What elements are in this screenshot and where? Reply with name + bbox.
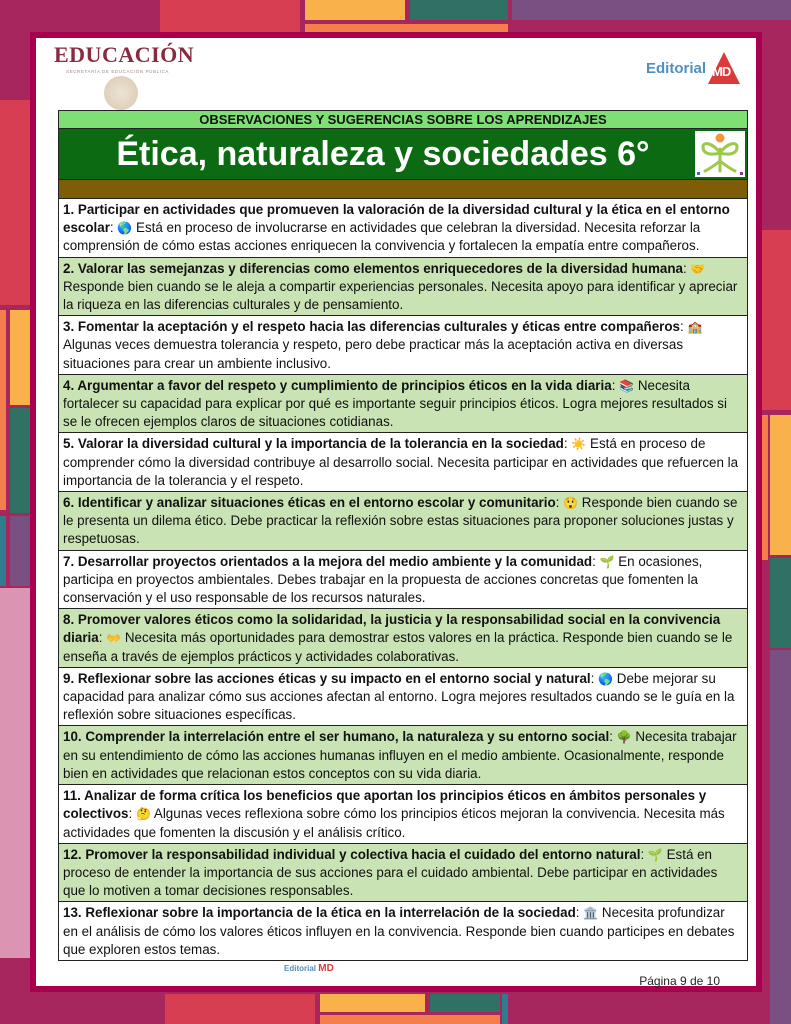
learning-goal-label: 9. Reflexionar sobre las acciones éticas y su impacto en el entorno social y natural	[63, 670, 591, 686]
emoji-icon: 🌎	[117, 221, 133, 236]
emoji-icon: 🌱	[647, 847, 663, 862]
observation-row: 7. Desarrollar proyectos orientados a la mejora del medio ambiente y la comunidad: 🌱 En ocasiones, participa en proyectos ambientales. Debes trabajar en la propuesta de acciones concretas que fomenten la conservación y el uso responsable de los recursos naturales.	[59, 551, 747, 610]
background-color-block	[770, 415, 791, 555]
observation-text: Responde bien cuando se le aleja a compartir experiencias personales. Necesita apoyo para identificar y apreciar la riqueza en las diferencias culturales y de pensamiento.	[63, 278, 738, 313]
background-color-block	[305, 0, 405, 20]
emoji-icon: ☀️	[571, 437, 587, 452]
observation-text: Está en proceso de involucrarse en actividades que celebran la diversidad. Necesita reforzar la comprensión de cómo estas acciones enriquecen la convivencia y fortalecen la empatía entre compañeros.	[63, 220, 701, 254]
learning-goal-label: 12. Promover la responsabilidad individual y colectiva hacia el cuidado del entorno natural	[63, 846, 641, 862]
emoji-icon: 🌎	[598, 671, 614, 686]
observation-row: 4. Argumentar a favor del respeto y cumplimiento de principios éticos en la vida diaria: 📚 Necesita fortalecer su capacidad para explicar por qué es importante seguir principios éticos. Logra mejores resultados si se le ofrecen ejemplos claros de situaciones cotidianas.	[59, 375, 747, 434]
background-color-block	[0, 0, 155, 32]
background-color-block	[0, 516, 6, 586]
background-color-block	[430, 994, 500, 1012]
background-color-block	[320, 994, 425, 1012]
md-triangle-icon: MD	[318, 963, 334, 974]
learning-goal-label: 11. Analizar de forma crítica los beneficios que aportan los principios éticos en ámbitos personales y colectivos	[63, 788, 707, 822]
emoji-icon: 😲	[563, 496, 579, 511]
observation-row: 3. Fomentar la aceptación y el respeto hacia las diferencias culturales y éticas entre compañeros: 🏫 Algunas veces demuestra tolerancia y respeto, pero debe practicar más la aceptación activa en diversas situaciones para crear un ambiente inclusivo.	[59, 316, 747, 375]
document-page	[30, 32, 762, 992]
observation-text: Necesita más oportunidades para demostrar estos valores en la práctica. Responde bien cuando se le enseña a través de ejemplos prácticos y actividades colaborativas.	[63, 630, 733, 664]
background-color-block	[10, 408, 30, 513]
background-color-block	[165, 994, 315, 1024]
learning-goal-label: 8. Promover valores éticos como la solidaridad, la justicia y la responsabilidad social en la convivencia diaria	[63, 612, 721, 646]
learning-goal-label: 13. Reflexionar sobre la importancia de la ética en la interrelación de la sociedad	[63, 905, 576, 921]
observation-text: Necesita profundizar en el análisis de cómo los valores éticos influyen en la convivencia. Responde bien cuando participes en debates que exploren estos temas.	[63, 905, 735, 957]
learning-goal-label: 4. Argumentar a favor del respeto y cumplimiento de principios éticos en la vida diaria	[63, 377, 612, 393]
emoji-icon: 🏫	[687, 320, 703, 335]
learning-goal-label: 6. Identificar y analizar situaciones éticas en el entorno escolar y comunitario	[63, 495, 556, 511]
observation-row: 8. Promover valores éticos como la solidaridad, la justicia y la responsabilidad social en la convivencia diaria: 👐 Necesita más oportunidades para demostrar estos valores en la práctica. Responde bien cuando se le enseña a través de ejemplos prácticos y actividades colaborativas.	[59, 609, 747, 668]
background-color-block	[0, 588, 30, 958]
plant-person-icon	[695, 131, 745, 177]
observation-text: Responde bien cuando se le presenta un dilema ético. Debe practicar la reflexión sobre estas situaciones para proponer soluciones justas y respetuosas.	[63, 495, 738, 547]
observation-text: Algunas veces reflexiona sobre cómo los principios éticos mejoran la convivencia. Necesita más actividades que fomenten la discusión y el análisis crítico.	[63, 806, 725, 840]
md-triangle-icon: MD	[708, 52, 740, 84]
subject-header	[59, 129, 747, 180]
background-color-block	[770, 650, 791, 1024]
background-color-block	[0, 100, 30, 305]
subject-title: Ética, naturaleza y sociedades 6°	[116, 135, 650, 173]
emoji-icon: 🏛️	[583, 906, 599, 921]
observation-row: 12. Promover la responsabilidad individual y colectiva hacia el cuidado del entorno natural: 🌱 Está en proceso de entender la importancia de sus acciones para el cuidado ambiental. Debe participar en actividades que lo motiven a tomar decisiones responsables.	[59, 844, 747, 903]
observation-text: Debe mejorar su capacidad para analizar cómo sus acciones afectan al entorno. Logra mejores resultados cuando se le guía en la reflexión sobre situaciones específicas.	[63, 670, 735, 723]
observation-text: En ocasiones, participa en proyectos ambientales. Debes trabajar en la propuesta de acciones concretas que fomenten la conservación y el uso responsable de los recursos naturales.	[63, 553, 703, 606]
sep-logo-subtitle: SECRETARÍA DE EDUCACIÓN PÚBLICA	[66, 69, 170, 74]
background-color-block	[762, 40, 791, 225]
background-color-block	[770, 558, 791, 648]
page-content	[36, 38, 756, 986]
background-color-block	[0, 994, 160, 1024]
background-color-block	[762, 415, 768, 560]
learning-goal-label: 1. Participar en actividades que promueven la valoración de la diversidad cultural y la ética en el entorno escolar	[63, 202, 730, 236]
footer-editorial-logo: Editorial MD	[284, 963, 334, 974]
observation-row: 1. Participar en actividades que promueven la valoración de la diversidad cultural y la ética en el entorno escolar: 🌎 Está en proceso de involucrarse en actividades que celebran la diversidad. Necesita reforzar la comprensión de cómo estas acciones enriquecen la convivencia y fortalecen la empatía entre compañeros.	[59, 199, 747, 258]
observation-row: 2. Valorar las semejanzas y diferencias como elementos enriquecedores de la diversidad humana: 🤝 Responde bien cuando se le aleja a compartir experiencias personales. Necesita apoyo para identificar y apreciar la riqueza en las diferencias culturales y de pensamiento.	[59, 258, 747, 317]
learning-goal-label: 3. Fomentar la aceptación y el respeto hacia las diferencias culturales y éticas entre compañeros	[63, 319, 680, 335]
sep-logo-title: EDUCACIÓN	[54, 42, 195, 67]
emoji-icon: 🌳	[616, 730, 632, 745]
learning-goal-label: 5. Valorar la diversidad cultural y la importancia de la tolerancia en la sociedad	[63, 436, 564, 452]
background-color-block	[512, 0, 791, 20]
background-color-block	[160, 0, 300, 32]
section-title: OBSERVACIONES Y SUGERENCIAS SOBRE LOS APRENDIZAJES	[59, 111, 747, 129]
observation-row: 10. Comprender la interrelación entre el ser humano, la naturaleza y su entorno social: 🌳 Necesita trabajar en su entendimiento de cómo las acciones humanas influyen en el medio ambiente. Ocasionalmente, responde bien en actividades que relacionan estos conceptos con su vida diaria.	[59, 726, 747, 785]
background-color-block	[502, 994, 508, 1024]
emoji-icon: 🤔	[135, 807, 151, 822]
observation-row: 9. Reflexionar sobre las acciones éticas y su impacto en el entorno social y natural: 🌎 Debe mejorar su capacidad para analizar cómo sus acciones afectan al entorno. Logra mejores resultados cuando se le guía en la reflexión sobre situaciones específicas.	[59, 668, 747, 727]
observation-text: Está en proceso de comprender cómo la diversidad contribuye al desarrollo social. Necesita participar en actividades que refuercen la importancia de la tolerancia y el respeto.	[63, 436, 739, 488]
observation-text: Está en proceso de entender la importancia de sus acciones para el cuidado ambiental. Debe participar en actividades que lo motiven a tomar decisiones responsables.	[63, 846, 718, 899]
background-color-block	[410, 0, 508, 20]
background-color-block	[10, 516, 30, 586]
national-seal-icon	[104, 76, 138, 110]
emoji-icon: 👐	[106, 631, 122, 646]
editorial-logo-text: Editorial	[645, 59, 706, 77]
background-color-block	[0, 310, 6, 510]
background-color-block	[762, 230, 791, 410]
observation-row: 11. Analizar de forma crítica los beneficios que aportan los principios éticos en ámbitos personales y colectivos: 🤔 Algunas veces reflexiona sobre cómo los principios éticos mejoran la convivencia. Necesita más actividades que fomenten la discusión y el análisis crítico.	[59, 785, 747, 844]
sep-logo	[54, 42, 194, 74]
observation-text: Necesita trabajar en su entendimiento de cómo las acciones humanas influyen en el medio ambiente. Ocasionalmente, responde bien en actividades que relacionan estos conceptos con su vida diaria.	[63, 729, 737, 781]
observation-row: 5. Valorar la diversidad cultural y la importancia de la tolerancia en la sociedad: ☀️ Está en proceso de comprender cómo la diversidad contribuye al desarrollo social. Necesita participar en actividades que refuercen la importancia de la tolerancia y el respeto.	[59, 433, 747, 492]
page-number: Página 9 de 10	[639, 974, 720, 988]
learning-goal-label: 7. Desarrollar proyectos orientados a la mejora del medio ambiente y la comunidad	[63, 553, 593, 569]
emoji-icon: 🤝	[690, 261, 706, 276]
editorial-md-logo	[646, 52, 740, 84]
observations-table	[58, 110, 748, 961]
observation-text: Necesita fortalecer su capacidad para explicar por qué es importante seguir principios éticos. Logra mejores resultados si se le ofrecen ejemplos claros de situaciones cotidianas.	[63, 377, 727, 430]
brown-divider-bar	[59, 180, 747, 199]
background-color-block	[10, 310, 30, 405]
observation-row: 13. Reflexionar sobre la importancia de la ética en la interrelación de la sociedad: 🏛️ Necesita profundizar en el análisis de cómo los valores éticos influyen en la convivencia. Responde bien cuando participes en debates que exploren estos temas.	[59, 902, 747, 960]
observation-text: Algunas veces demuestra tolerancia y respeto, pero debe practicar más la aceptación activa en diversas situaciones para crear un ambiente inclusivo.	[63, 337, 684, 371]
emoji-icon: 🌱	[599, 554, 615, 569]
emoji-icon: 📚	[619, 378, 635, 393]
observation-row: 6. Identificar y analizar situaciones éticas en el entorno escolar y comunitario: 😲 Responde bien cuando se le presenta un dilema ético. Debe practicar la reflexión sobre estas situaciones para proponer soluciones justas y respetuosas.	[59, 492, 747, 551]
background-color-block	[320, 1015, 500, 1024]
learning-goal-label: 10. Comprender la interrelación entre el ser humano, la naturaleza y su entorno social	[63, 729, 610, 745]
learning-goal-label: 2. Valorar las semejanzas y diferencias como elementos enriquecedores de la diversidad humana	[63, 260, 683, 276]
observation-rows	[59, 199, 747, 960]
